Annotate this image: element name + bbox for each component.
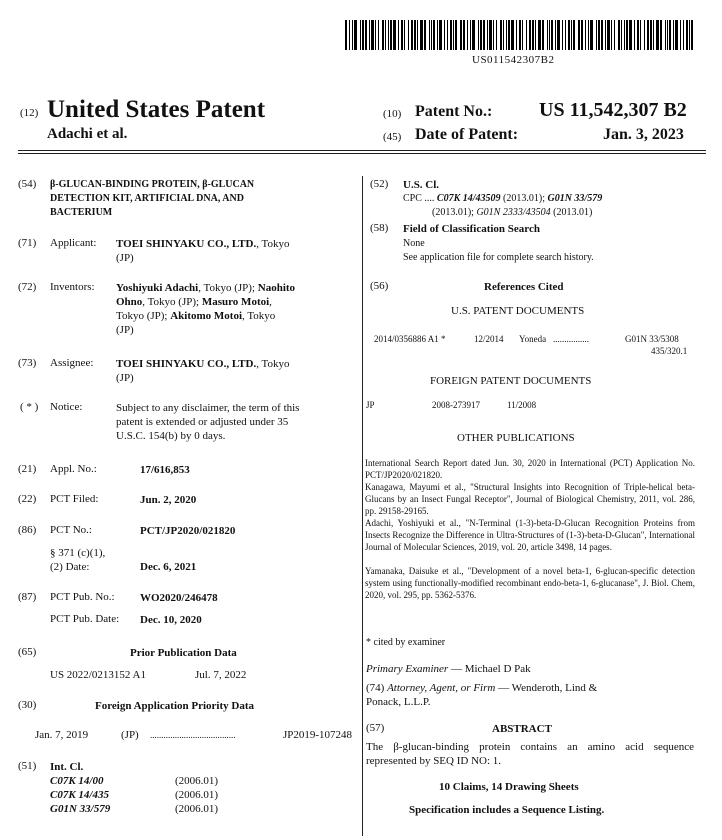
pct-filed-code: (22) [18, 493, 37, 505]
barcode-bar [493, 20, 494, 50]
prior-date: Jul. 7, 2022 [195, 669, 247, 681]
cpc-class-1: C07K 14/43509 [436, 193, 501, 204]
barcode-bar [460, 20, 462, 50]
prior-heading: Prior Publication Data [130, 647, 237, 659]
header-divider-top [18, 150, 706, 151]
barcode-bar [398, 20, 399, 50]
assignee-loc: , Tokyo [256, 358, 290, 370]
barcode-bar [352, 20, 353, 50]
cpc-class-2: G01N 33/579 [547, 193, 603, 204]
barcode-bar [601, 20, 603, 50]
inventor-2-loc: , Tokyo (JP); [142, 296, 200, 308]
cpc-version-1: (2013.01); [500, 193, 548, 204]
barcode-bar [624, 20, 625, 50]
appl-label: Appl. No.: [50, 463, 97, 475]
barcode-bar [503, 20, 504, 50]
abstract-code: (57) [366, 722, 385, 734]
attorney-code: (74) [366, 682, 388, 694]
intcl-class-2: C07K 14/435 [50, 789, 109, 801]
barcode-bar [673, 20, 674, 50]
pct-filed-label: PCT Filed: [50, 493, 99, 505]
barcode-bar [450, 20, 452, 50]
barcode-bar [607, 20, 610, 50]
intcl-code: (51) [18, 760, 37, 772]
barcode-bar [371, 20, 374, 50]
patent-date: Jan. 3, 2023 [603, 126, 684, 143]
barcode-bar [644, 20, 645, 50]
barcode-bar [429, 20, 430, 50]
patent-number: US 11,542,307 B2 [539, 99, 687, 121]
us-doc-dots: ................ [553, 334, 589, 344]
barcode-bar [478, 20, 479, 50]
barcode-bar [424, 20, 426, 50]
cpc-line-2 [432, 206, 592, 219]
barcode-bar [526, 20, 527, 50]
inventor-4-loc: , Tokyo [242, 310, 276, 322]
applicants-header: Adachi et al. [47, 126, 128, 142]
barcode-bar [349, 20, 350, 50]
foreign-date: Jan. 7, 2019 [35, 729, 89, 741]
barcode-bar [656, 20, 659, 50]
pub-date-value: Dec. 10, 2020 [140, 614, 202, 626]
barcode-bar [551, 20, 553, 50]
barcode-bar [571, 20, 572, 50]
applicant-code: (71) [18, 237, 37, 249]
barcode-bar [653, 20, 654, 50]
barcode-bar [470, 20, 471, 50]
barcode-bar [480, 20, 482, 50]
attorney-line [366, 681, 597, 695]
prior-number: US 2022/0213152 A1 [50, 669, 146, 681]
barcode-bar [382, 20, 384, 50]
inventor-3-sep: , [269, 296, 272, 308]
cpc-version-2: (2013.01); [432, 207, 477, 218]
cpc-label: CPC .... [403, 193, 435, 204]
barcode-bar [675, 20, 678, 50]
barcode-bar [404, 20, 405, 50]
barcode-bar [417, 20, 418, 50]
applicant-label: Applicant: [50, 237, 97, 249]
inventors-line-2 [116, 295, 272, 309]
barcode-bar [401, 20, 403, 50]
prior-code: (65) [18, 646, 37, 658]
us-doc-name: Yoneda [519, 334, 547, 344]
barcode-bar [621, 20, 622, 50]
cpc-line-1 [403, 192, 602, 205]
attorney-label: Attorney, Agent, or Firm [387, 682, 496, 694]
barcode-bar [516, 20, 517, 50]
inventors-line-1 [116, 281, 295, 295]
code-45: (45) [383, 131, 402, 143]
barcode-bar [455, 20, 457, 50]
field-see: See application file for complete search history. [403, 252, 594, 263]
title-code: (54) [18, 178, 37, 190]
barcode-bar [467, 20, 468, 50]
barcode-bar [578, 20, 580, 50]
us-doc-date: 12/2014 [474, 334, 504, 344]
examiner-name: — Michael D Pak [448, 663, 531, 675]
barcode-bar [667, 20, 668, 50]
barcode-bar [598, 20, 600, 50]
other-pub-2: Kanagawa, Mayumi et al., "Structural Insights into Recognition of Triple-helical beta-Glucans by an Insect Fungal Receptor", Journal of Biological Chemistry, 2011, vol. 286, pp. 29158-29165. [365, 482, 695, 516]
field-heading: Field of Classification Search [403, 223, 540, 235]
pub-no-value: WO2020/246478 [140, 592, 218, 604]
patent-type-title: United States Patent [47, 96, 266, 123]
barcode-bar [629, 20, 632, 50]
invention-title-1: β-GLUCAN-BINDING PROTEIN, β-GLUCAN [50, 179, 255, 190]
barcode-bar [683, 20, 684, 50]
applicant-loc: , Tokyo [256, 238, 290, 250]
us-doc-class: G01N 33/5308 [625, 334, 679, 344]
barcode [345, 20, 695, 50]
barcode-bar [529, 20, 531, 50]
assignee-label: Assignee: [50, 357, 94, 369]
uscl-code: (52) [370, 178, 389, 190]
barcode-bar [431, 20, 432, 50]
foreign-heading: Foreign Application Priority Data [95, 700, 254, 712]
cpc-version-3: (2013.01) [550, 207, 593, 218]
fp-country: JP [366, 400, 375, 410]
barcode-bar [511, 20, 514, 50]
barcode-bar [557, 20, 560, 50]
invention-title-2: DETECTION KIT, ARTIFICIAL DNA, AND [50, 193, 244, 204]
sequence-listing-note: Specification includes a Sequence Listing. [409, 804, 605, 816]
intcl-class-3: G01N 33/579 [50, 803, 111, 815]
column-divider [362, 176, 363, 836]
applicant-country: (JP) [116, 252, 134, 264]
barcode-bar [605, 20, 606, 50]
barcode-bar [665, 20, 666, 50]
field-none: None [403, 238, 425, 249]
foreign-dots: ...................................... [150, 730, 236, 740]
notice-line-2: patent is extended or adjusted under 35 [116, 416, 289, 428]
barcode-bar [439, 20, 442, 50]
foreign-code: (30) [18, 699, 37, 711]
inventor-2-first: Naohito [257, 282, 296, 294]
barcode-bar [354, 20, 357, 50]
us-docs-heading: U.S. PATENT DOCUMENTS [451, 305, 585, 317]
other-pub-1: International Search Report dated Jun. 30, 2020 in International (PCT) Application No. PCT/JP2020/021820. [365, 458, 695, 480]
assignee-name: TOEI SHINYAKU CO., LTD. [116, 358, 257, 370]
patent-no-label: Patent No.: [415, 103, 493, 120]
s371-value: Dec. 6, 2021 [140, 561, 197, 573]
uscl-heading: U.S. Cl. [403, 179, 440, 191]
s371-label-1: § 371 (c)(1), [50, 547, 106, 559]
barcode-bar [500, 20, 502, 50]
barcode-bar [637, 20, 639, 50]
barcode-bar [447, 20, 448, 50]
barcode-bar [506, 20, 507, 50]
barcode-bar [538, 20, 541, 50]
pub-date-label: PCT Pub. Date: [50, 613, 120, 625]
attorney-name-2: Ponack, L.L.P. [366, 696, 431, 708]
inventor-2-last: Ohno [116, 296, 143, 308]
barcode-bar [555, 20, 556, 50]
pct-filed-value: Jun. 2, 2020 [140, 494, 197, 506]
other-pub-4: Yamanaka, Daisuke et al., "Development of a novel beta-1, 6-glucan-specific detection system using functionally-modified recombinant endo-beta-1, 6-glucanase", J. Biol. Chem, 2020, vol. 295, pp. 5362-5376. [365, 566, 695, 600]
barcode-bar [390, 20, 392, 50]
pub-no-label: PCT Pub. No.: [50, 591, 115, 603]
barcode-bar [542, 20, 544, 50]
barcode-bar [568, 20, 570, 50]
barcode-bar [669, 20, 671, 50]
code-10: (10) [383, 108, 402, 120]
barcode-bar [573, 20, 575, 50]
barcode-bar [378, 20, 379, 50]
barcode-bar [547, 20, 548, 50]
barcode-bar [433, 20, 435, 50]
barcode-bar [411, 20, 413, 50]
field-code: (58) [370, 222, 389, 234]
assignee-country: (JP) [116, 372, 134, 384]
barcode-bar [420, 20, 423, 50]
barcode-bar [369, 20, 370, 50]
us-doc-class-2: 435/320.1 [651, 346, 688, 356]
barcode-bar [611, 20, 612, 50]
barcode-bar [585, 20, 586, 50]
inventor-3-loc: Tokyo (JP); [116, 310, 168, 322]
inventor-3: Masuro Motoi [201, 296, 270, 308]
s371-label-2: (2) Date: [50, 561, 90, 573]
fp-date: 11/2008 [507, 400, 537, 410]
barcode-bar [581, 20, 583, 50]
barcode-bar [522, 20, 523, 50]
barcode-bar [535, 20, 536, 50]
barcode-bar [385, 20, 386, 50]
barcode-bar [487, 20, 488, 50]
barcode-bar [660, 20, 662, 50]
inventors-line-4: (JP) [116, 324, 134, 336]
barcode-bar [532, 20, 534, 50]
refs-code: (56) [370, 280, 389, 292]
barcode-bar [508, 20, 510, 50]
inventor-1: Yoshiyuki Adachi [116, 282, 199, 294]
us-doc-number: 2014/0356886 A1 * [374, 334, 446, 344]
code-12: (12) [20, 107, 39, 119]
barcode-bar [680, 20, 681, 50]
inventors-code: (72) [18, 281, 37, 293]
barcode-bar [562, 20, 563, 50]
barcode-bar [686, 20, 688, 50]
barcode-number: US011542307B2 [472, 54, 555, 66]
barcode-bar [360, 20, 361, 50]
intcl-version-3: (2006.01) [175, 803, 219, 815]
header-divider-bottom [18, 153, 706, 154]
barcode-bar [483, 20, 485, 50]
barcode-bar [375, 20, 376, 50]
other-pubs-heading: OTHER PUBLICATIONS [457, 432, 575, 444]
notice-code: ( * ) [20, 401, 39, 413]
barcode-bar [691, 20, 693, 50]
abstract-heading: ABSTRACT [492, 723, 552, 735]
applicant-name: TOEI SHINYAKU CO., LTD. [116, 238, 257, 250]
examiner-label: Primary Examiner [366, 663, 449, 675]
barcode-bar [588, 20, 589, 50]
assignee-value [116, 357, 289, 371]
pub-code: (87) [18, 591, 37, 603]
barcode-bar [590, 20, 593, 50]
appl-value: 17/616,853 [140, 464, 190, 476]
inventors-line-3 [116, 309, 275, 323]
barcode-bar [444, 20, 445, 50]
applicant-value [116, 237, 289, 251]
inventor-1-loc: , Tokyo (JP); [198, 282, 256, 294]
barcode-bar [408, 20, 409, 50]
fp-number: 2008-273917 [432, 400, 480, 410]
claims-info: 10 Claims, 14 Drawing Sheets [439, 781, 579, 793]
barcode-bar [437, 20, 438, 50]
refs-heading: References Cited [484, 281, 564, 293]
notice-line-1: Subject to any disclaimer, the term of this [116, 402, 300, 414]
notice-line-3: U.S.C. 154(b) by 0 days. [116, 430, 226, 442]
barcode-bar [414, 20, 416, 50]
abstract-text: The β-glucan-binding protein contains an amino acid sequence represented by SEQ ID NO: 1. [366, 741, 694, 767]
intcl-version-2: (2006.01) [175, 789, 219, 801]
cpc-class-3: G01N 2333/43504 [476, 207, 551, 218]
barcode-bar [626, 20, 628, 50]
intcl-version-1: (2006.01) [175, 775, 219, 787]
barcode-bar [393, 20, 396, 50]
barcode-bar [472, 20, 475, 50]
assignee-code: (73) [18, 357, 37, 369]
barcode-bar [453, 20, 454, 50]
inventor-4: Akitomo Motoi [170, 310, 243, 322]
barcode-bar [614, 20, 615, 50]
barcode-bar [496, 20, 497, 50]
appl-code: (21) [18, 463, 37, 475]
cited-by-examiner: * cited by examiner [366, 637, 446, 648]
notice-label: Notice: [50, 401, 83, 413]
barcode-bar [640, 20, 641, 50]
foreign-number: JP2019-107248 [283, 729, 353, 741]
barcode-bar [549, 20, 550, 50]
pct-no-label: PCT No.: [50, 524, 92, 536]
barcode-bar [388, 20, 389, 50]
pct-no-value: PCT/JP2020/021820 [140, 525, 236, 537]
barcode-bar [365, 20, 367, 50]
invention-title-3: BACTERIUM [50, 207, 113, 218]
barcode-bar [362, 20, 364, 50]
intcl-class-1: C07K 14/00 [50, 775, 104, 787]
foreign-country: (JP) [121, 729, 139, 741]
attorney-name: — Wenderoth, Lind & [495, 682, 598, 694]
barcode-bar [345, 20, 347, 50]
date-label: Date of Patent: [415, 126, 519, 143]
inventors-label: Inventors: [50, 281, 95, 293]
barcode-bar [489, 20, 492, 50]
barcode-bar [650, 20, 652, 50]
barcode-bar [689, 20, 690, 50]
pct-no-code: (86) [18, 524, 37, 536]
examiner-line [366, 662, 531, 676]
barcode-bar [647, 20, 649, 50]
barcode-bar [618, 20, 620, 50]
barcode-bar [565, 20, 566, 50]
barcode-bar [634, 20, 635, 50]
other-pub-3: Adachi, Yoshiyuki et al., "N-Terminal (1-3)-beta-D-Glucan Recognition Proteins from Insects Recognize the Difference in Ultra-Structures of (1-3)-beta-D-Glucan", International Journal of Molecular Sciences, 2019, vol. 20, article 3498, 14 pages. [365, 518, 695, 552]
intcl-heading: Int. Cl. [50, 761, 84, 773]
barcode-bar [519, 20, 521, 50]
barcode-bar [596, 20, 597, 50]
barcode-bar [463, 20, 465, 50]
foreign-docs-heading: FOREIGN PATENT DOCUMENTS [430, 375, 592, 387]
